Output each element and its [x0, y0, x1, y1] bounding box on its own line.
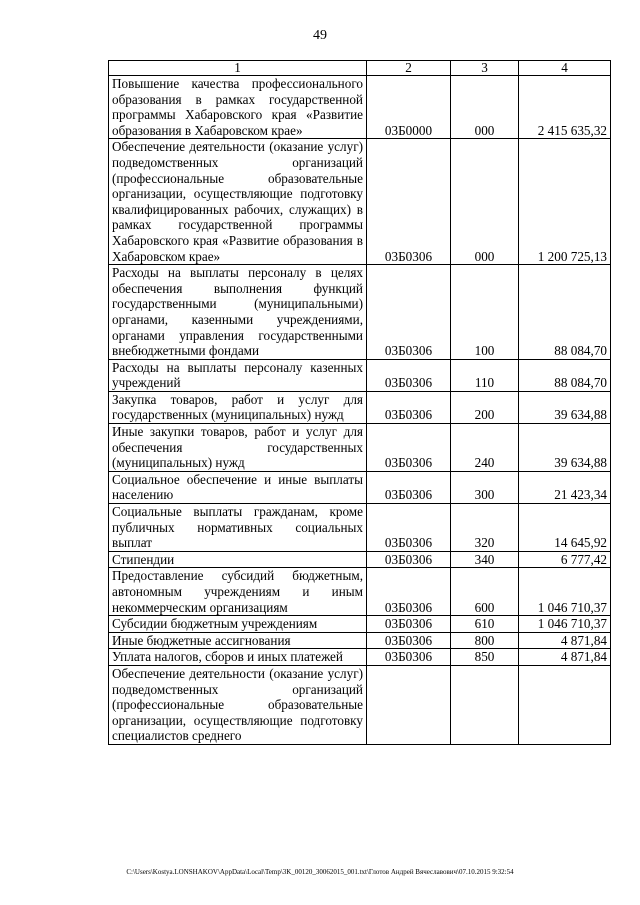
row-amount: 21 423,34 — [519, 471, 611, 503]
column-header-2: 2 — [367, 61, 451, 76]
row-target-code: 03Б0306 — [367, 551, 451, 568]
row-name: Предоставление субсидий бюджетным, автономным учреждениям и иным некоммерческим организациям — [109, 568, 367, 616]
table-row — [109, 471, 611, 503]
row-expense-type: 340 — [451, 551, 519, 568]
row-name: Уплата налогов, сборов и иных платежей — [109, 649, 367, 666]
row-name: Субсидии бюджетным учреждениям — [109, 616, 367, 633]
table-row — [109, 139, 611, 265]
row-target-code — [367, 665, 451, 744]
row-amount: 4 871,84 — [519, 632, 611, 649]
row-name: Иные закупки товаров, работ и услуг для обеспечения государственных (муниципальных) нужд — [109, 424, 367, 472]
row-amount: 88 084,70 — [519, 265, 611, 360]
table-row — [109, 568, 611, 616]
table-header-row — [109, 61, 611, 76]
column-header-4: 4 — [519, 61, 611, 76]
row-target-code: 03Б0306 — [367, 632, 451, 649]
row-target-code: 03Б0306 — [367, 265, 451, 360]
row-expense-type: 000 — [451, 139, 519, 265]
row-target-code: 03Б0306 — [367, 649, 451, 666]
row-expense-type: 850 — [451, 649, 519, 666]
row-expense-type: 800 — [451, 632, 519, 649]
row-target-code: 03Б0306 — [367, 504, 451, 552]
row-amount: 88 084,70 — [519, 359, 611, 391]
row-expense-type: 200 — [451, 391, 519, 423]
row-expense-type: 300 — [451, 471, 519, 503]
table-row — [109, 76, 611, 139]
row-amount: 1 046 710,37 — [519, 616, 611, 633]
row-name: Расходы на выплаты персоналу казенных учреждений — [109, 359, 367, 391]
row-target-code: 03Б0306 — [367, 616, 451, 633]
row-amount: 4 871,84 — [519, 649, 611, 666]
row-name: Расходы на выплаты персоналу в целях обеспечения выполнения функций государственными (муниципальными) органами, казенными учреждениями, органами управления государственными внебюджетными фондами — [109, 265, 367, 360]
row-amount: 39 634,88 — [519, 424, 611, 472]
table-row — [109, 665, 611, 744]
table-row — [109, 616, 611, 633]
row-name: Социальное обеспечение и иные выплаты населению — [109, 471, 367, 503]
row-name: Повышение качества профессионального образования в рамках государственной программы Хабаровского края «Развитие образования в Хабаровском крае» — [109, 76, 367, 139]
row-amount: 1 046 710,37 — [519, 568, 611, 616]
row-amount: 39 634,88 — [519, 391, 611, 423]
row-amount: 6 777,42 — [519, 551, 611, 568]
column-header-1: 1 — [109, 61, 367, 76]
row-target-code: 03Б0306 — [367, 471, 451, 503]
row-expense-type: 240 — [451, 424, 519, 472]
row-expense-type: 000 — [451, 76, 519, 139]
row-expense-type: 610 — [451, 616, 519, 633]
row-target-code: 03Б0000 — [367, 76, 451, 139]
table-row — [109, 504, 611, 552]
row-name: Иные бюджетные ассигнования — [109, 632, 367, 649]
row-target-code: 03Б0306 — [367, 359, 451, 391]
row-target-code: 03Б0306 — [367, 568, 451, 616]
row-target-code: 03Б0306 — [367, 139, 451, 265]
row-name: Закупка товаров, работ и услуг для государственных (муниципальных) нужд — [109, 391, 367, 423]
row-expense-type — [451, 665, 519, 744]
row-expense-type: 100 — [451, 265, 519, 360]
table-row — [109, 391, 611, 423]
table-row — [109, 359, 611, 391]
table-row — [109, 265, 611, 360]
row-name: Обеспечение деятельности (оказание услуг) подведомственных организаций (профессиональные образовательные организации, осуществляющие подготовку квалифицированных рабочих, служащих) в рамках государственной программы Хабаровского края «Развитие образования в Хабаровском крае» — [109, 139, 367, 265]
row-expense-type: 320 — [451, 504, 519, 552]
table-row — [109, 649, 611, 666]
row-amount: 2 415 635,32 — [519, 76, 611, 139]
row-expense-type: 110 — [451, 359, 519, 391]
row-target-code: 03Б0306 — [367, 391, 451, 423]
row-amount: 1 200 725,13 — [519, 139, 611, 265]
row-amount — [519, 665, 611, 744]
table-row — [109, 632, 611, 649]
row-name: Социальные выплаты гражданам, кроме публичных нормативных социальных выплат — [109, 504, 367, 552]
row-expense-type: 600 — [451, 568, 519, 616]
column-header-3: 3 — [451, 61, 519, 76]
row-name: Обеспечение деятельности (оказание услуг) подведомственных организаций (профессиональные образовательные организации, осуществляющие подготовку специалистов среднего — [109, 665, 367, 744]
table-row — [109, 424, 611, 472]
table-row — [109, 551, 611, 568]
page-number: 49 — [313, 28, 327, 43]
file-path-footer: C:\Users\Kostya.LONSHAKOV\AppData\Local\Temp\3K_00120_30062015_001.txt\Глотов Андрей Вячеславович\07.10.2015 9:32:54 — [126, 868, 514, 876]
row-amount: 14 645,92 — [519, 504, 611, 552]
budget-table — [108, 60, 611, 745]
row-target-code: 03Б0306 — [367, 424, 451, 472]
row-name: Стипендии — [109, 551, 367, 568]
